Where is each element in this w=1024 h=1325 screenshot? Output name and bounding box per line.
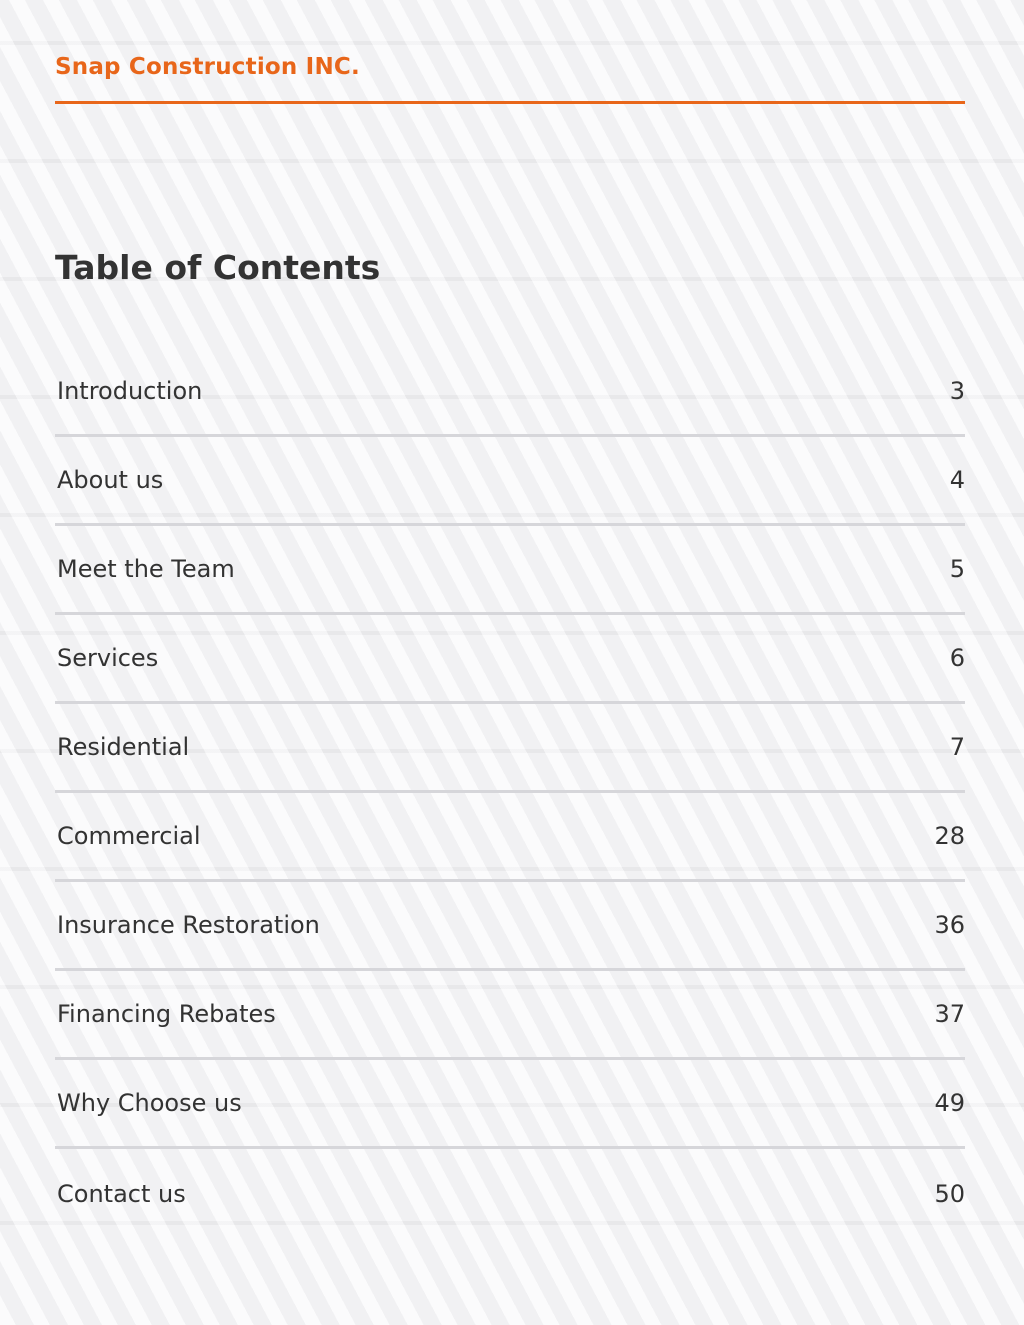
toc-entry-about-us[interactable]: [55, 437, 965, 526]
toc-entry-page: 49: [934, 1089, 965, 1117]
toc-entry-label: Meet the Team: [57, 555, 235, 583]
toc-entry-page: 37: [934, 1000, 965, 1028]
toc-entry-introduction[interactable]: [55, 348, 965, 437]
toc-entry-page: 4: [949, 466, 965, 494]
toc-entry-label: Why Choose us: [57, 1089, 242, 1117]
toc-entry-residential[interactable]: [55, 704, 965, 793]
toc-entry-label: Insurance Restoration: [57, 911, 320, 939]
toc-entry-insurance-restoration[interactable]: [55, 882, 965, 971]
toc-entry-label: About us: [57, 466, 164, 494]
toc-title: Table of Contents: [55, 248, 381, 287]
toc-entry-page: 3: [949, 377, 965, 405]
toc-entry-label: Services: [57, 644, 159, 672]
toc-entry-label: Introduction: [57, 377, 203, 405]
toc-list: [55, 348, 965, 1238]
toc-entry-commercial[interactable]: [55, 793, 965, 882]
toc-entry-label: Contact us: [57, 1179, 186, 1208]
toc-entry-page: 5: [949, 555, 965, 583]
toc-entry-why-choose-us[interactable]: [55, 1060, 965, 1149]
toc-entry-services[interactable]: [55, 615, 965, 704]
toc-entry-meet-the-team[interactable]: [55, 526, 965, 615]
toc-entry-contact-us[interactable]: [55, 1149, 965, 1238]
toc-entry-label: Residential: [57, 733, 190, 761]
toc-entry-page: 36: [934, 911, 965, 939]
toc-entry-label: Commercial: [57, 822, 201, 850]
header-divider: [55, 101, 965, 104]
toc-entry-page: 7: [949, 733, 965, 761]
toc-entry-financing-rebates[interactable]: [55, 971, 965, 1060]
company-name: Snap Construction INC.: [55, 54, 360, 80]
toc-entry-page: 6: [949, 644, 965, 672]
toc-entry-label: Financing Rebates: [57, 1000, 276, 1028]
toc-entry-page: 28: [934, 822, 965, 850]
toc-entry-page: 50: [934, 1179, 965, 1208]
